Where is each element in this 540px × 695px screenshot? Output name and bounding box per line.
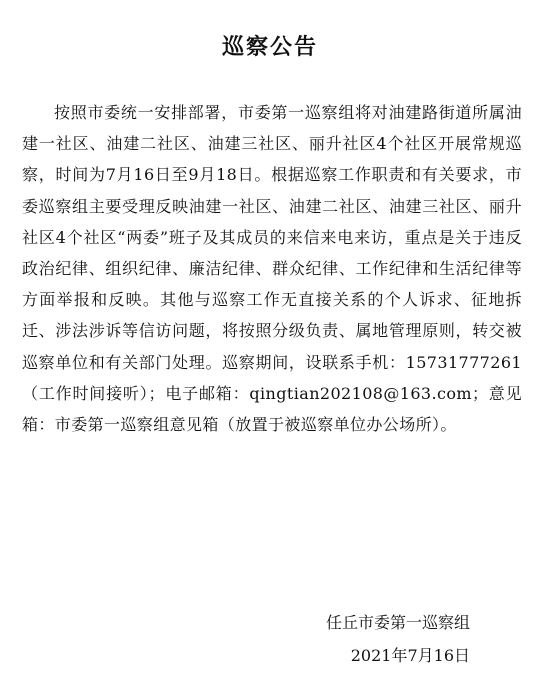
notice-title: 巡察公告: [221, 35, 318, 60]
signature-organization: 任丘市委第一巡察组: [325, 613, 470, 632]
notice-body: 按照市委统一安排部署，市委第一巡察组将对油建路街道所属油建一社区、油建二社区、油建三社区、丽升社区4个社区开展常规巡察，时间为7月16日至9月18日。根据巡察工作职责和有关要求，市委巡察组主要受理反映油建一社区、油建二社区、油建三社区、丽升社区4个社区“两委”班子及其成员的来信来电来访，重点是关于违反政治纪律、组织纪律、廉洁纪律、群众纪律、工作纪律和生活纪律等方面举报和反映。其他与巡察工作无直接关系的个人诉求、征地拆迁、涉法涉诉等信访问题，将按照分级负责、属地管理原则，转交被巡察单位和有关部门处理。巡察期间，设联系手机：15731777261（工作时间接听）；电子邮箱：qingtian202108@163.com；意见箱：市委第一巡察组意见箱（放置于被巡察单位办公场所）。: [22, 103, 522, 435]
signature-date: 2021年7月16日: [350, 646, 470, 665]
